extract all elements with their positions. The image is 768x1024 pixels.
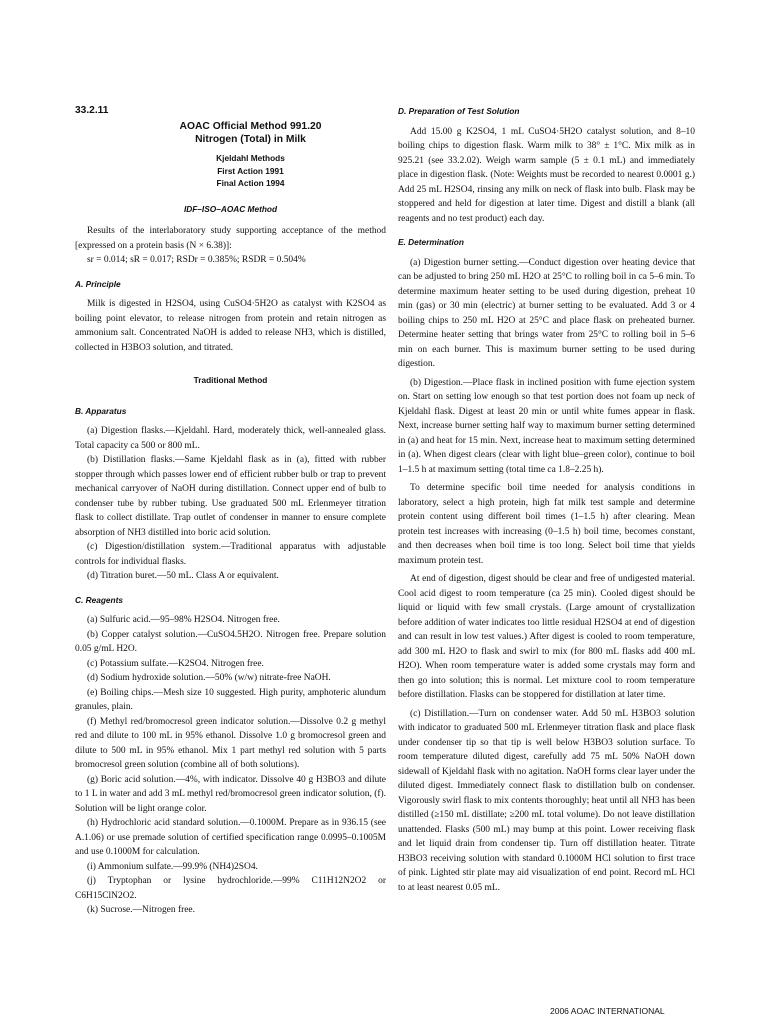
page-footer: 2006 AOAC INTERNATIONAL <box>550 1006 665 1016</box>
principle-text: Milk is digested in H2SO4, using CuSO4·5H2O as catalyst with K2SO4 as boiling point elevator, to release nitrogen from protein and retain nitrogen as ammonium salt. Concentrated NaOH is added to release NH3, which is distilled, collected in H3BO3 solution, and titrated. <box>75 299 386 353</box>
final-action: Final Action 1994 <box>216 178 285 188</box>
reagent-item-k: (k) Sucrose.—Nitrogen free. <box>87 905 195 915</box>
reagents-heading: C. Reagents <box>75 594 123 605</box>
apparatus-item-c: (c) Digestion/distillation system.—Traditional apparatus with adjustable controls for individual flasks. <box>75 542 386 567</box>
preparation-text: Add 15.00 g K2SO4, 1 mL CuSO4·5H2O catalyst solution, and 8–10 boiling chips to digestion flask. Warm milk to 38° ± 1°C. Mix milk as in 925.21 (see 33.2.02). Weigh warm sample (5 ± 0.1 mL) and immediately place in digestion flask. (Note: Weights must be recorded to nearest 0.0001 g.) Add 25 mL H2SO4, rinsing any milk on neck of flask into bulb. Flask may be stoppered and held for digestion at later time. Digest and distill a blank (all reagents and no test product) each day. <box>398 126 695 224</box>
boil-time-paragraph: To determine specific boil time needed for analysis conditions in laboratory, select a high protein, high fat milk test sample and determine protein content using different boil times (1–1.5 h) after clearing. Mean protein test increases with increasing (0–1.5 h) boil time, becomes constant, and then decreases when boil time is too long. Select boil time that yields maximum protein test. <box>398 483 695 566</box>
method-label: IDF–ISO–AOAC Method <box>183 203 278 214</box>
precision-stats: sr = 0.014; sR = 0.017; RSDr = 0.385%; RSDR = 0.504% <box>87 255 306 265</box>
reagent-item-b: (b) Copper catalyst solution.—CuSO4.5H2O. Nitrogen free. Prepare solution 0.05 g/mL H2O. <box>75 629 386 654</box>
apparatus-heading: B. Apparatus <box>75 405 127 416</box>
reagent-item-a: (a) Sulfuric acid.—95–98% H2SO4. Nitrogen free. <box>87 615 280 625</box>
principle-heading: A. Principle <box>75 278 121 289</box>
apparatus-item-a: (a) Digestion flasks.—Kjeldahl. Hard, moderately thick, well-annealed glass. Total capacity ca 500 or 800 mL. <box>75 426 386 451</box>
preparation-heading: D. Preparation of Test Solution <box>398 106 520 116</box>
apparatus-item-d: (d) Titration buret.—50 mL. Class A or equivalent. <box>87 571 279 581</box>
first-action: First Action 1991 <box>217 165 284 176</box>
determination-item-c: (c) Distillation.—Turn on condenser water. Add 50 mL H3BO3 solution with indicator to graduated 500 mL Erlenmeyer titration flask and place flask under condenser tip so that tip is well below H3BO3 solution surface. To room temperature diluted digest, carefully add 75 mL 50% NaOH down sidewall of Kjeldahl flask with no agitation. NaOH forms clear layer under the diluted digest. Immediately connect flask to distillation bulb on condenser. Vigorously swirl flask to mix contents thoroughly; heat until all NH3 has been distilled (≥150 mL distillate; ≥200 mL total volume). Do not leave distillation unattended. Flasks (500 mL) may bump at this point. Lower receiving flask and let liquid drain from condenser tip. Turn off distillation heater. Titrate H3BO3 receiving solution with standard 0.1000M HCl solution to first trace of pink. Lighted stir plate may aid visualization of end point. Record mL HCl to at least nearest 0.05 mL. <box>398 708 695 893</box>
end-of-digestion-paragraph: At end of digestion, digest should be clear and free of undigested material. Cool acid digest to room temperature (ca 25 min). Cooled digest should be liquid or liquid with few small crystals. (Large amount of crystallization before addition of water indicates too little residual H2SO4 at end of digestion and can result in low test values.) After digest is cooled to room temperature, add 300 mL H2O to flask and swirl to mix (for 800 mL flasks add 400 mL H2O). When room temperature water is added some crystals may form and then go into solution; this is normal. Let mixture cool to room temperature before distillation. Flasks can be stoppered for distillation at later time. <box>398 574 695 700</box>
reagent-item-h: (h) Hydrochloric acid standard solution.—0.1000M. Prepare as in 936.15 (see A.1.06) or use premade solution of certified specification range 0.0995–0.1005M and use 0.1000M for calculation. <box>75 818 386 857</box>
apparatus-item-b: (b) Distillation flasks.—Same Kjeldahl flask as in (a), fitted with rubber stopper through which passes lower end of efficient rubber bulb or trap to prevent mechanical carryover of NaOH during distillation. Connect upper end of bulb to condenser tube by rubber tubing. Use graduated 500 mL Erlenmeyer titration flask to collect distillate. Trap outlet of condenser in manner to ensure complete absorption of NH3 distilled into boric acid solution. <box>75 455 386 538</box>
traditional-method-heading: Traditional Method <box>193 375 268 385</box>
reagent-item-e: (e) Boiling chips.—Mesh size 10 suggested. High purity, amphoteric alundum granules, plain. <box>75 687 386 712</box>
method-subtitle: Nitrogen (Total) in Milk <box>195 134 306 145</box>
intro-text: Results of the interlaboratory study supporting acceptance of the method [expressed on a protein basis (N × 6.38)]: <box>75 226 386 251</box>
reagent-item-c: (c) Potassium sulfate.—K2SO4. Nitrogen free. <box>87 658 264 669</box>
reagent-item-i: (i) Ammonium sulfate.—99.9% (NH4)2SO4. <box>87 861 258 872</box>
section-number: 33.2.11 <box>75 105 109 116</box>
reagent-item-f: (f) Methyl red/bromocresol green indicator solution.—Dissolve 0.2 g methyl red and dilute to 100 mL in 95% ethanol. Dissolve 1.0 g bromocresol green and dilute to 500 mL in 95% ethanol. Mix 1 part methyl red solution with 5 parts bromocresol green solution (combine all of both solutions). <box>75 716 386 770</box>
right-column <box>398 92 695 895</box>
determination-item-a: (a) Digestion burner setting.—Conduct digestion over heating device that can be adjusted to bring 250 mL H2O at 25°C to rolling boil in ca 5–6 min. To determine maximum heater setting to be used during digestion, preheat 10 min (gas) or 30 min (electric) at burner setting to be evaluated. Add 3 or 4 boiling chips to 250 mL H2O at 25°C and place flask on preheated burner. Determine heater setting that brings water from 25°C to rolling boil in 5–6 min on each burner. This is maximum burner setting to be used during digestion. <box>398 257 695 369</box>
determination-heading: E. Determination <box>398 237 464 247</box>
reagent-item-j: (j) Tryptophan or lysine hydrochloride.—99% C11H12N2O2 or C6H15ClN2O2. <box>75 876 386 901</box>
reagent-item-g: (g) Boric acid solution.—4%, with indicator. Dissolve 40 g H3BO3 and dilute to 1 L in water and add 3 mL methyl red/bromocresol green indicator solution, (f). Solution will be light orange color. <box>75 774 386 814</box>
method-type: Kjeldahl Methods <box>216 153 285 163</box>
method-title: AOAC Official Method 991.20 <box>179 121 322 132</box>
left-column <box>75 92 386 918</box>
determination-item-b: (b) Digestion.—Place flask in inclined position with fume ejection system on. Start on setting low enough so that test portion does not foam up neck of Kjeldahl flask. Digest at least 20 min or until white fumes appear in flask. Next, increase burner setting half way to maximum burner setting determined in (a) and heat for 15 min. Next, increase heat to maximum setting determined in (a). When digest clears (clear with light blue–green color), continue to boil 1–1.5 h at maximum setting (total time ca 1.8–2.25 h). <box>398 377 695 475</box>
reagent-item-d: (d) Sodium hydroxide solution.—50% (w/w) nitrate-free NaOH. <box>87 673 331 683</box>
